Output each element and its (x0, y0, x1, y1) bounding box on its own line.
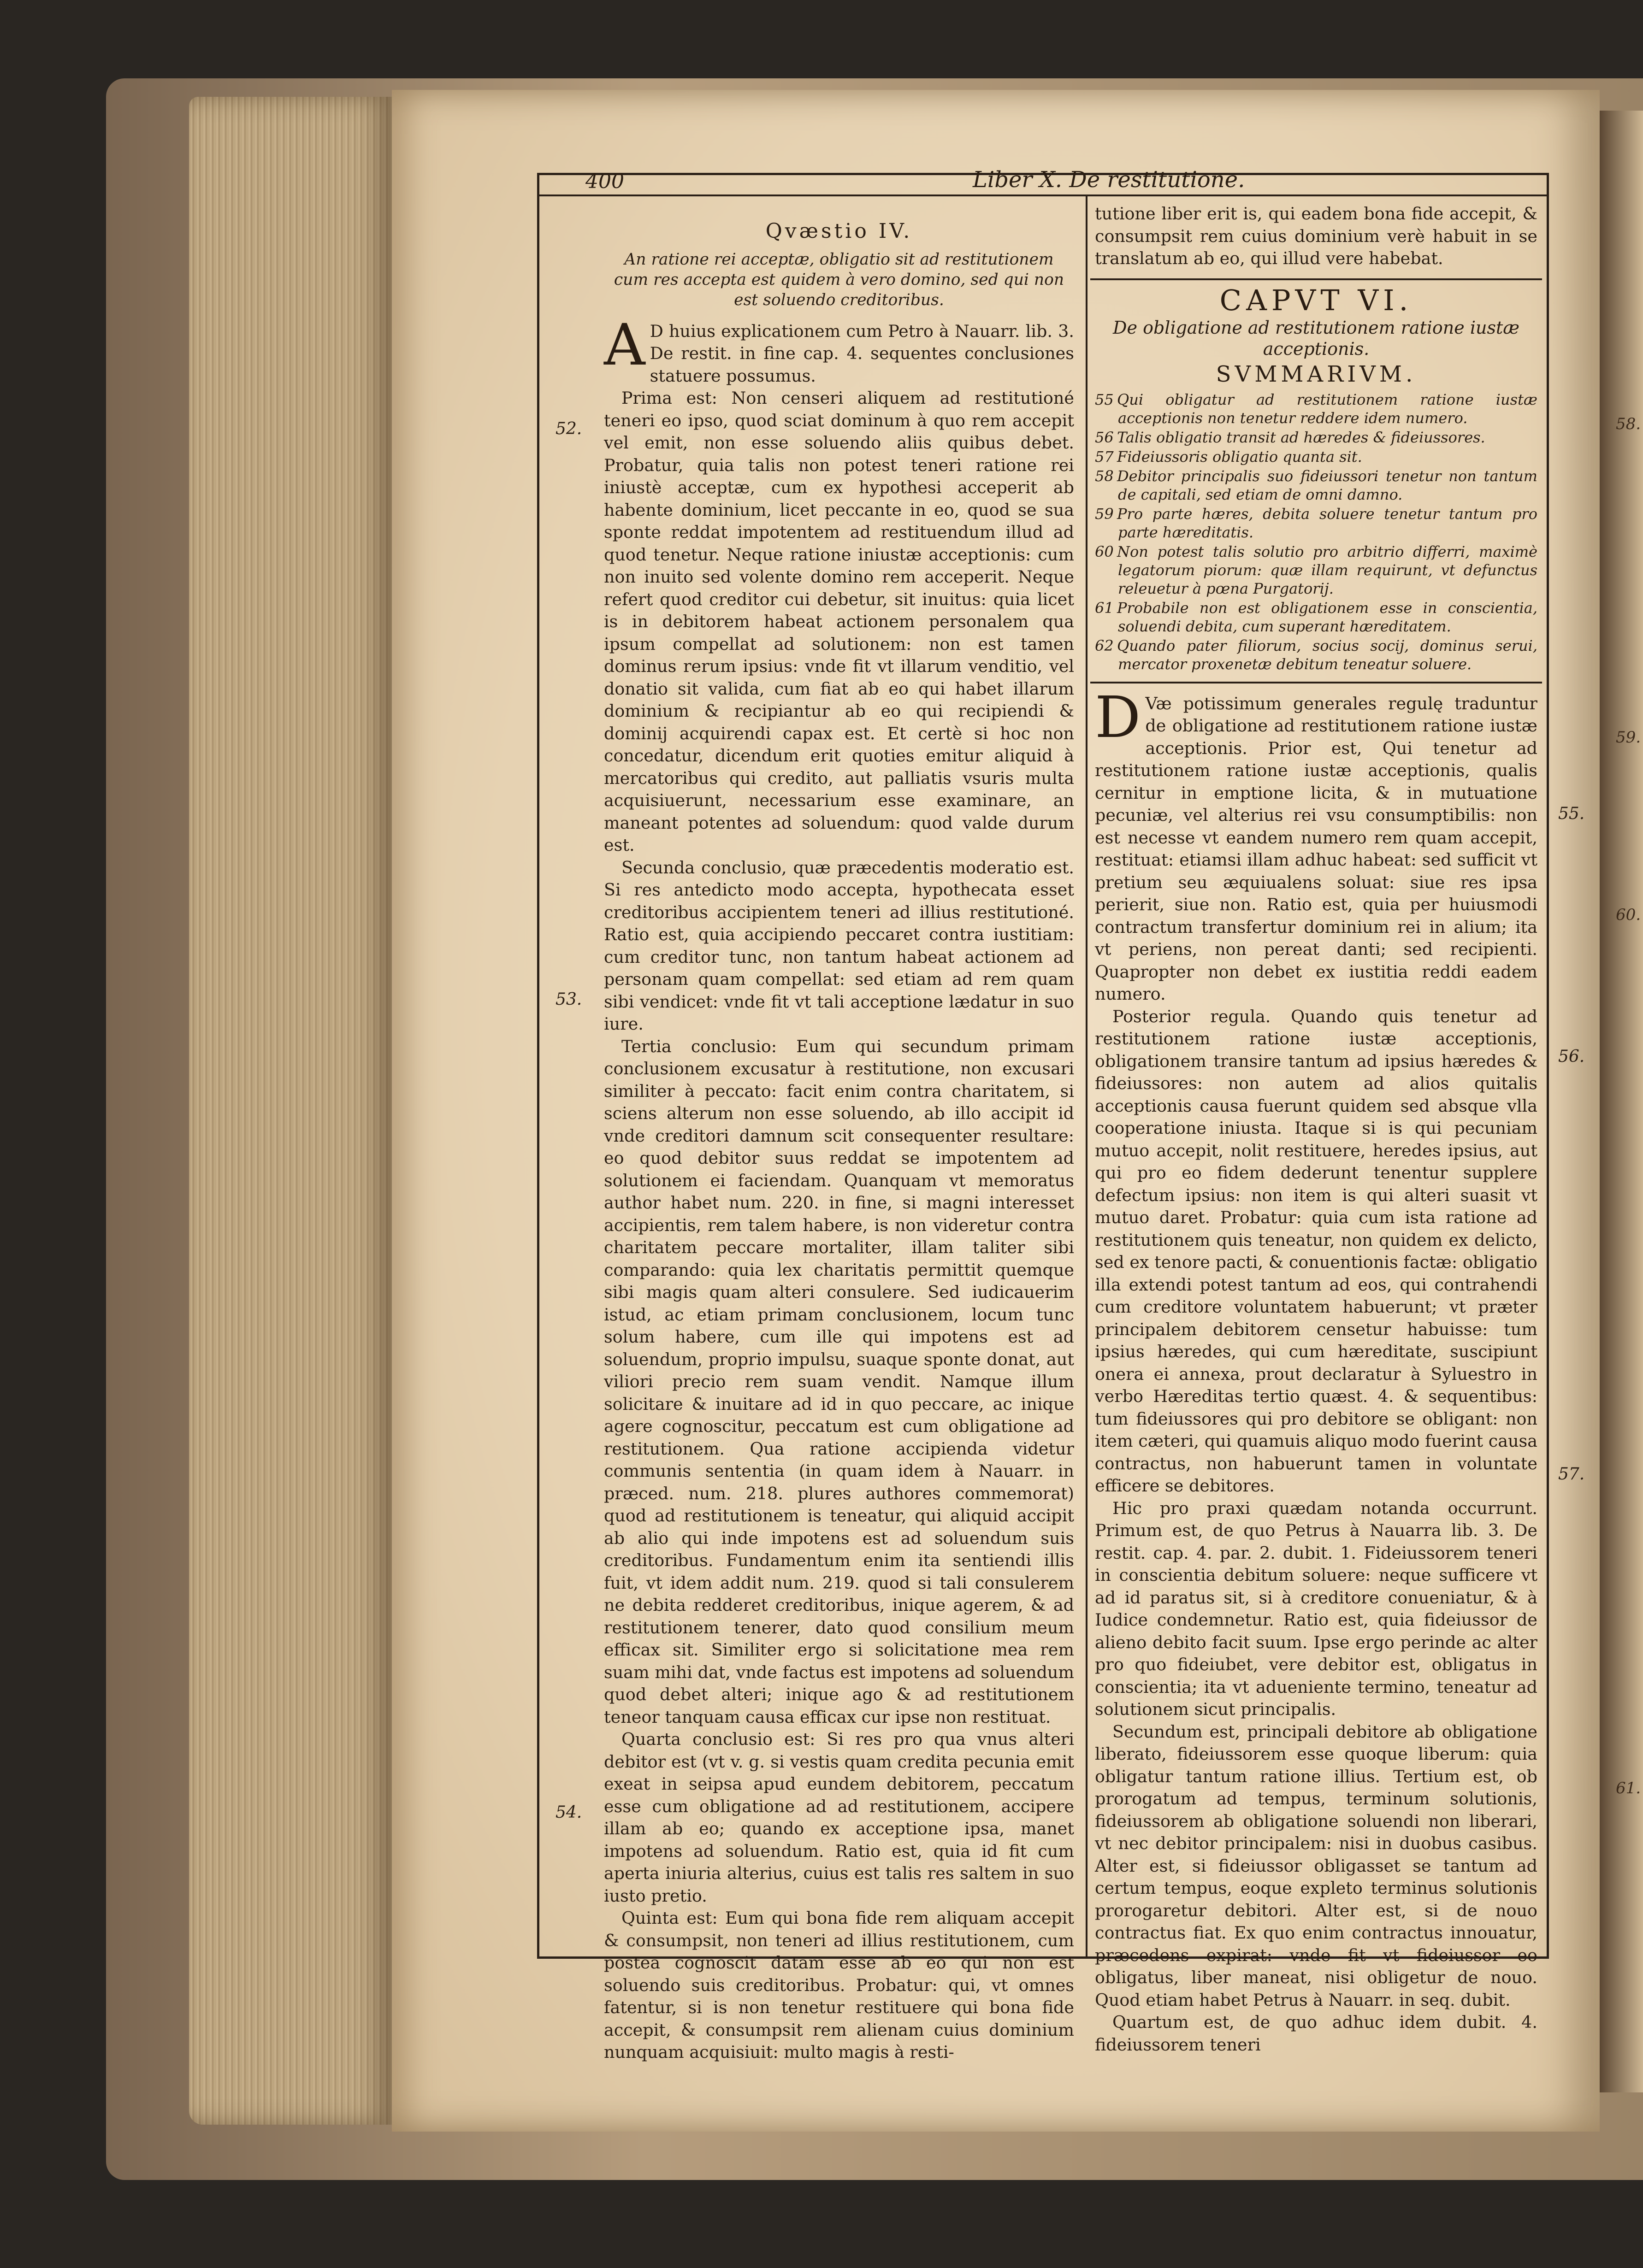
summary-text: Pro parte hæres, debita soluere tenetur tantum pro parte hæreditatis. (1117, 505, 1537, 541)
margin-number: 57. (1558, 1465, 1585, 1484)
summary-number: 58 (1095, 467, 1114, 485)
facing-margin-number: 59. (1616, 728, 1641, 747)
summary-text: Debitor principalis suo fideiussori tenetur non tantum de capitali, sed etiam de omni damno. (1117, 467, 1537, 503)
summary-text: Probabile non est obligationem esse in conscientia, soluendi debita, cum superant hæreditatem. (1117, 599, 1537, 635)
paragraph: Posterior regula. Quando quis tenetur ad restitutionem ratione iustæ acceptionis, obligationem transire tantum ad ipsius hæredes & fideiussores: non autem ad alios quitalis acceptionis causa fuerunt quidem sed absque vlla cooperatione iniusta. Itaque si is qui pecuniam mutuo accepit, nolit restituere, heredes ipsius, aut qui pro eo fidem dederunt tenentur supplere defectum ipsius: non item is qui alteri suasit vt mutuo daret. Probatur: quia cum ista ratione ad restitutionem quis teneatur, non quidem ex delicto, sed ex tenore pacti, & conuentionis factæ: obligatio illa extendi potest tantum ad eos, qui contrahendi cum creditore voluntatem habuerunt; vt præter principalem debitorem censetur habuisse: tum ipsius hæredes, qui cum hæreditate, suscipiunt onera ei annexa, prout declaratur à Syluestro in verbo Hæreditas tertio quæst. 4. & sequentibus: tum fideiussores qui pro debitore se obligant: non item cæteri, qui quamuis aliquo modo fuerint causa contractus, non habuerunt tamen in voluntate efficere se debitores. (1095, 1006, 1537, 1496)
summary-number: 62 (1095, 636, 1114, 654)
section-rule (1090, 278, 1542, 280)
summary-number: 57 (1095, 448, 1114, 465)
margin-number: 53. (556, 990, 582, 1009)
summary-item (1095, 467, 1537, 504)
header-rule (537, 194, 1549, 196)
paragraph: Tertia conclusio: Eum qui secundum primam conclusionem excusatur à restitutione, non excusari similiter à peccato: facit enim contra charitatem, si sciens alterum non esse soluendo, ab illo accipit id vnde creditori damnum scit consequenter resultare: eo quod debitor suus reddat se impotentem ad solutionem ei faciendam. Quanquam vt memoratus author habet num. 220. in fine, si magni interesset accipientis, rem talem habere, is non videretur contra charitatem peccare mortaliter, illam taliter sibi comparando: quia lex charitatis permittit quemque sibi magis quam alteri consulere. Sed iudicauerim istud, ac etiam primam conclusionem, locum tunc solum habere, cum ille qui impotens est ad soluendum, proprio impulsu, suaque sponte donat, aut viliori precio rem suam vendit. Namque illum solicitare & inuitare ad id in quo peccare, ac inique agere cognoscitur, peccatum est cum obligatione ad restitutionem. Qua ratione accipienda videtur communis sententia (in quam idem à Nauarr. in præced. num. 218. plures authores commemorat) quod ad restitutionem is teneatur, qui aliquid accipit ab alio qui inde impotens est ad soluendum suis creditoribus. Fundamentum enim ita sentiendi illis fuit, vt idem addit num. 219. quod si tali consulerem ne debita redderet creditoribus, inique agerem, & ad restitutionem tenerer, dato quod consilium meum efficax sit. Similiter ergo si solicitatione mea rem suam mihi dat, vnde factus est impotens ad soluendum quod debet alteri; inique ago & ad restitutionem teneor tanquam causa efficax cur ipse non restituat. (604, 1036, 1074, 1727)
margin-number: 55. (1558, 804, 1585, 823)
paragraph: Hic pro praxi quædam notanda occurrunt. Primum est, de quo Petrus à Nauarra lib. 3. De restit. cap. 4. par. 2. dubit. 1. Fideiussorem teneri in conscientia debitum soluere: neque sufficere vt ad id paratus sit, si à creditore conueniatur, & à Iudice condemnetur. Ratio est, quia fideiussor de alieno debito facit suum. Ipse ergo perinde ac alter pro quo fideiubet, vere debitor est, obligatus in conscientia; ita vt adueniente termino, teneatur ad solutionem sicut principalis. (1095, 1498, 1537, 1719)
paragraph: Secundum est, principali debitore ab obligatione liberato, fideiussorem esse quoque liberum: quia obligatur tantum ratione illius. Tertium est, ob prorogatum ad tempus, terminum solutionis, fideiussorem ab obligatione soluendi non liberari, vt nec debitor principalem: nisi in duobus casibus. Alter est, si fideiussor obligasset se tantum ad certum tempus, eoque expleto terminus solutionis prorogaretur debitori. Alter est, si de nouo contractus fiat. Ex quo enim contractus innouatur, præcedens expirat: vnde fit vt fideiussor eo obligatus, liber maneat, nisi obligetur de nouo. Quod etiam habet Petrus à Nauarr. in seq. dubit. (1095, 1721, 1537, 2010)
page-number: 400 (585, 170, 624, 193)
chapter-argument: De obligatione ad restitutionem ratione iustæ acceptionis. (1113, 318, 1519, 359)
summary-list (1095, 390, 1537, 673)
summary-item (1095, 505, 1537, 542)
summary-number: 60 (1095, 542, 1114, 560)
summary-item (1095, 599, 1537, 636)
right-column (1095, 203, 1537, 2056)
paragraph: tutione liber erit is, qui eadem bona fide accepit, & consumpsit rem cuius dominium verè habuit in se translatum ab eo, qui illud vere habebat. (1095, 204, 1537, 268)
summary-text: Qui obligatur ad restitutionem ratione iustæ acceptionis non tenetur reddere idem numero. (1117, 390, 1537, 427)
summary-text: Non potest talis solutio pro arbitrio differri, maximè legatorum piorum: quæ illam requirunt, vt defunctus releuetur à pœna Purgatorij. (1117, 542, 1537, 597)
running-title: Liber X. De restitutione. (973, 167, 1245, 193)
left-column (604, 217, 1074, 2064)
paragraph: Secunda conclusio, quæ præcedentis moderatio est. Si res antedicto modo accepta, hypothecata esset creditoribus accipientem teneri ad illius restitutioné. Ratio est, quia accipiendo peccaret contra iustitiam: cum creditor tunc, non tantum habeat actionem ad personam quam compellat: sed etiam ad rem quam sibi vendicet: vnde fit vt tali acceptione lædatur in suo iure. (604, 857, 1074, 1034)
drop-capital: D (1095, 684, 1141, 751)
paragraph: Quartum est, de quo adhuc idem dubit. 4. fideiussorem teneri (1095, 2012, 1537, 2055)
paragraph-text: Væ potissimum generales regulę traduntur de obligatione ad restitutionem ratione iustæ acceptionis. Prior est, Qui tenetur ad restitutionem ratione iustæ acceptionis, qualis cernitur in emptione licita, & in mutuatione pecuniæ, vel alterius rei vsu consumptibilis: non est necesse vt eandem numero rem quam accepit, restituat: etiamsi illam adhuc habeat: sed sufficit vt pretium seu æquiualens soluat: siue res ipsa perierit, siue non. Ratio est, quia per huiusmodi contractum transfertur dominium rei in alium; ita vt periens, non pereat danti; sed recipienti. Quapropter non debet ex iustitia reddi eadem numero. (1095, 693, 1537, 1004)
paragraph: Quinta est: Eum qui bona fide rem aliquam accepit & consumpsit, non teneri ad illius restitutionem, cum postea cognoscit datam esse ab eo qui non est soluendo suis creditoribus. Probatur: qui, vt omnes fatentur, si is non tenetur restituere qui bona fide accepit, & consumpsit rem alienam cuius dominium nunquam acquisiuit: multo magis à resti- (604, 1908, 1074, 2062)
chapter-title: CAPVT VI. (1219, 283, 1413, 317)
summary-number: 61 (1095, 599, 1114, 617)
page-block-edge (189, 97, 392, 2125)
summary-number: 59 (1095, 505, 1114, 523)
column-divider (1086, 196, 1087, 1956)
summary-item (1095, 390, 1537, 427)
margin-number: 54. (556, 1803, 582, 1822)
paragraph (1095, 684, 1537, 1006)
facing-margin-number: 60. (1616, 906, 1641, 924)
summary-number: 55 (1095, 390, 1114, 408)
paragraph: Prima est: Non censeri aliquem ad restitutioné teneri eo ipso, quod sciat dominum à quo rem accepit vel emit, non esse soluendo aliis quibus debet. Probatur, quia talis non potest teneri ratione rei iniustè acceptæ, cum ex hypothesi acceperit ab habente dominium, licet peccante in eo, quod se sua sponte reddat impotentem ad restituendum illud ad quod tenetur. Neque ratione iniustæ acceptionis: cum non inuito sed volente domino rem acceperit. Neque refert quod creditor cui debetur, sit inuitus: quia licet is in debitorem habeat actionem personalem qua ipsum compellat ad solutionem: non est tamen dominus rerum ipsius: vnde fit vt illarum venditio, vel donatio sit valida, cum fiat ab eo qui habet illarum dominium & recipiantur ab eo qui recipiendi & dominij acquirendi capax est. Et certè si hoc non concedatur, dicendum erit quoties emitur aliquid à mercatoribus qui credito, aut palliatis vsuris multa acquisiuerunt, necessarium esse examinare, an maneant potentes ad soluendum: quod valde durum est. (604, 388, 1074, 855)
question-argument: An ratione rei acceptæ, obligatio sit ad restitutionem cum res accepta est quidem à vero domino, sed qui non est soluendo creditoribus. (614, 250, 1064, 309)
summary-text: Talis obligatio transit ad hæredes & fideiussores. (1117, 428, 1485, 446)
margin-number: 52. (556, 419, 582, 438)
summary-item (1095, 636, 1537, 673)
summary-text: Quando pater filiorum, socius socij, dominus serui, mercator proxenetæ debitum teneatur soluere. (1117, 636, 1537, 673)
question-title: Qvæstio IV. (765, 219, 913, 243)
paragraph: Quarta conclusio est: Si res pro qua vnus alteri debitor est (vt v. g. si vestis quam credita pecunia emit exeat in seipsa apud eundem debitorem, peccatum esse cum obligatione ad ad restitutionem, accipere illam ab eo; quando ex acceptione ipsa, manet impotens ad soluendum. Ratio est, quia id fit cum aperta iniuria alterius, cuius est talis res saltem in suo iusto pretio. (604, 1729, 1074, 1906)
summary-item (1095, 448, 1537, 466)
summary-title: SVMMARIVM. (1216, 361, 1417, 387)
summary-text: Fideiussoris obligatio quanta sit. (1117, 448, 1362, 465)
drop-capital: A (604, 312, 645, 378)
paragraph-text: D huius explicationem cum Petro à Nauarr. lib. 3. De restit. in fine cap. 4. sequentes conclusiones statuere possumus. (650, 321, 1074, 386)
facing-margin-number: 61. (1616, 1779, 1641, 1797)
facing-margin-number: 58. (1616, 415, 1641, 433)
section-rule (1090, 682, 1542, 683)
margin-number: 56. (1558, 1047, 1585, 1066)
paragraph (604, 312, 1074, 388)
summary-item (1095, 542, 1537, 598)
summary-item (1095, 428, 1537, 447)
summary-number: 56 (1095, 428, 1114, 446)
